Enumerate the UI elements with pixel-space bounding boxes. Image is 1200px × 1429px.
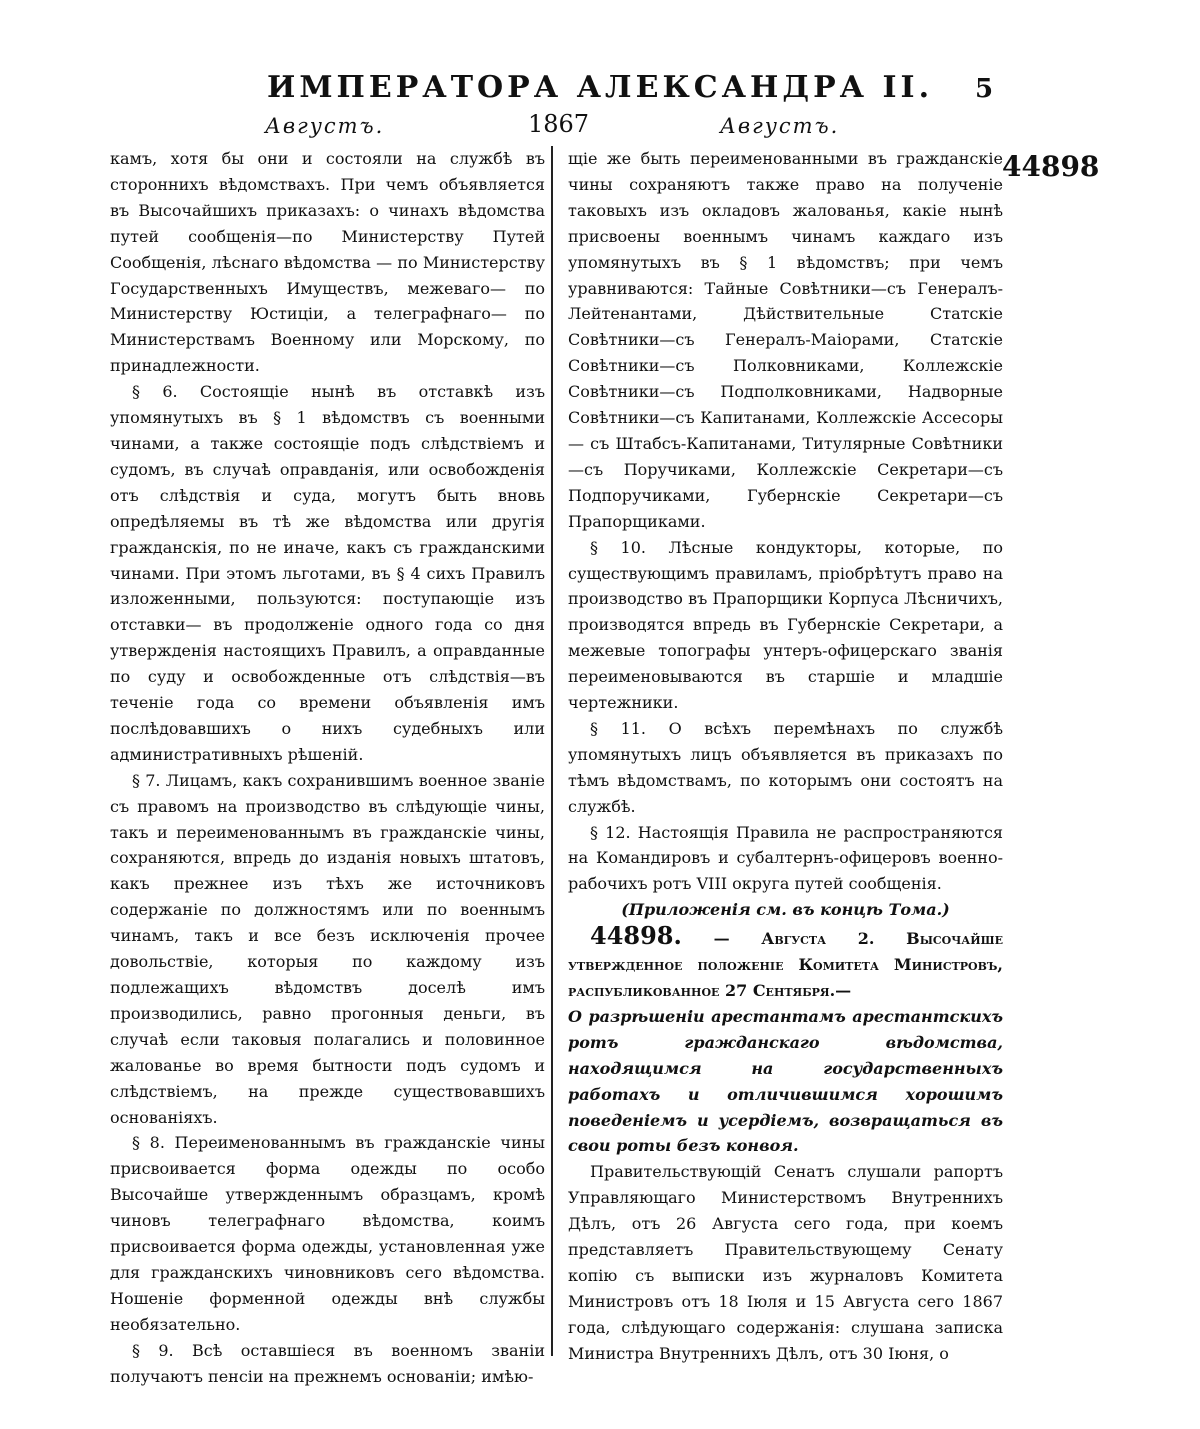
paragraph: камъ, хотя бы они и состояли на службѣ въ стороннихъ вѣдомствахъ. При чемъ объявляется въ Высочайшихъ приказахъ: о чинахъ вѣдомства путей сообщенія—по Министерству Путей Сообщенія, лѣснаго вѣдомства — по Министерству Государственныхъ Имуществъ, межеваго— по Министерству Юстиціи, а телеграфнаго— по Министерствамъ Военному или Морскому, по принадлежности. (110, 149, 545, 376)
column-divider (551, 146, 553, 1356)
page-number: 5 (975, 74, 994, 104)
month-left: Августъ. (265, 114, 385, 138)
paragraph-section-8: § 8. Переименованнымъ въ гражданскіе чины присвоивается форма одежды по особо Высочайше утвержденнымъ образцамъ, кромѣ чиновъ телеграфнаго вѣдомства, коимъ присвоивается форма одежды, установленная уже для гражданскихъ чиновниковъ сего вѣдомства. Ношеніе форменной одежды внѣ службы необязательно. (110, 1133, 545, 1334)
left-column (110, 146, 545, 1390)
paragraph: щіе же быть переименованными въ гражданскіе чины сохраняютъ также право на полученіе таковыхъ изъ окладовъ жалованья, какіе нынѣ присвоены военнымъ чинамъ каждаго изъ упомянутыхъ въ § 1 вѣдомствъ; при чемъ уравниваются: Тайные Совѣтники—съ Генералъ-Лейтенантами, Дѣйствительные Статскіе Совѣтники—съ Генералъ-Маіорами, Статскіе Совѣтники—съ Полковниками, Коллежскіе Совѣтники—съ Подполковниками, Надворные Совѣтники—съ Капитанами, Коллежскіе Ассесоры — съ Штабсъ-Капитанами, Титулярные Совѣтники—съ Поручиками, Коллежскіе Секретари—съ Подпоручиками, Губернскіе Секретари—съ Прапорщиками. (568, 149, 1003, 531)
paragraph-section-12: § 12. Настоящія Правила не распространяются на Командировъ и субалтернъ-офицеровъ военно-рабочихъ ротъ VIII округа путей сообщенія. (568, 822, 1003, 894)
right-column (568, 146, 1003, 1367)
paragraph-section-6: § 6. Состоящіе нынѣ въ отставкѣ изъ упомянутыхъ въ § 1 вѣдомствъ съ военными чинами, а также состоящіе подъ слѣдствіемъ и судомъ, въ случаѣ оправданія, или освобожденія отъ слѣдствія и суда, могутъ быть вновь опредѣляемы въ тѣ же вѣдомства или другія гражданскія, по не иначе, какъ съ гражданскими чинами. При этомъ льготами, въ § 4 сихъ Правилъ изложенными, пользуются: поступающіе изъ отставки— въ продолженіе одного года со дня утвержденія настоящихъ Правилъ, а оправданные по суду и освобожденные отъ слѣдствія—въ теченіе года со времени объявленія имъ послѣдовавшихъ о нихъ судебныхъ или административныхъ рѣшеній. (110, 382, 545, 764)
document-heading (568, 923, 1003, 1004)
margin-document-number: 44898 (1002, 150, 1100, 183)
paragraph-section-7: § 7. Лицамъ, какъ сохранившимъ военное званіе съ правомъ на производство въ слѣдующіе чины, такъ и переименованнымъ въ гражданскіе чины, сохраняются, впредь до изданія новыхъ штатовъ, какъ прежнее изъ тѣхъ же источниковъ содержаніе по должностямъ или по военнымъ чинамъ, такъ и все безъ исключенія прочее довольствіе, которыя по каждому изъ подлежащихъ вѣдомствъ доселѣ имъ производились, равно прогонныя деньги, въ случаѣ если таковыя полагались и половинное жалованье во время бытности подъ судомъ и слѣдствіемъ, на прежде существовавшихъ основаніяхъ. (110, 770, 545, 1127)
paragraph-section-10: § 10. Лѣсные кондукторы, которые, по существующимъ правиламъ, пріобрѣтутъ право на производство въ Прапорщики Корпуса Лѣсничихъ, производятся впредь въ Губернскіе Секретари, а межевые топографы унтеръ-офицерскаго званія переименовываются въ старшіе и младшіе чертежники. (568, 537, 1003, 713)
month-right: Августъ. (720, 114, 840, 138)
appendix-note: (Приложенія см. въ концѣ Тома.) (621, 900, 950, 920)
document-abstract: О разрѣшеніи арестантамъ арестантскихъ ротъ гражданскаго вѣдомства, находящимся на государственныхъ работахъ и отличившимся хорошимъ поведеніемъ и усердіемъ, возвращаться въ свои роты безъ конвоя. (568, 1006, 1003, 1156)
document-number: 44898. (590, 921, 682, 951)
paragraph-senate: Правительствующій Сенатъ слушали рапортъ Управляющаго Министерствомъ Внутреннихъ Дѣлъ, отъ 26 Августа сего года, при коемъ представляетъ Правительствующему Сенату копію съ выписки изъ журналовъ Комитета Министровъ отъ 18 Іюля и 15 Августа сего 1867 года, слѣдующаго содержанія: слушана записка Министра Внутреннихъ Дѣлъ, отъ 30 Іюня, о (568, 1162, 1003, 1363)
paragraph-section-9: § 9. Всѣ оставшіеся въ военномъ званіи получаютъ пенсіи на прежнемъ основаніи; имѣю- (110, 1340, 545, 1386)
running-title: ИМПЕРАТОРА АЛЕКСАНДРА II. (266, 70, 934, 105)
document-title: — Августа 2. Высочайше утвержденное положеніе Комитета Министровъ, распубликованное 27 Сентября.— (568, 929, 1003, 1000)
year: 1867 (528, 110, 590, 138)
paragraph-section-11: § 11. О всѣхъ перемѣнахъ по службѣ упомянутыхъ лицъ объявляется въ приказахъ по тѣмъ вѣдомствамъ, по которымъ они состоятъ на службѣ. (568, 718, 1003, 816)
